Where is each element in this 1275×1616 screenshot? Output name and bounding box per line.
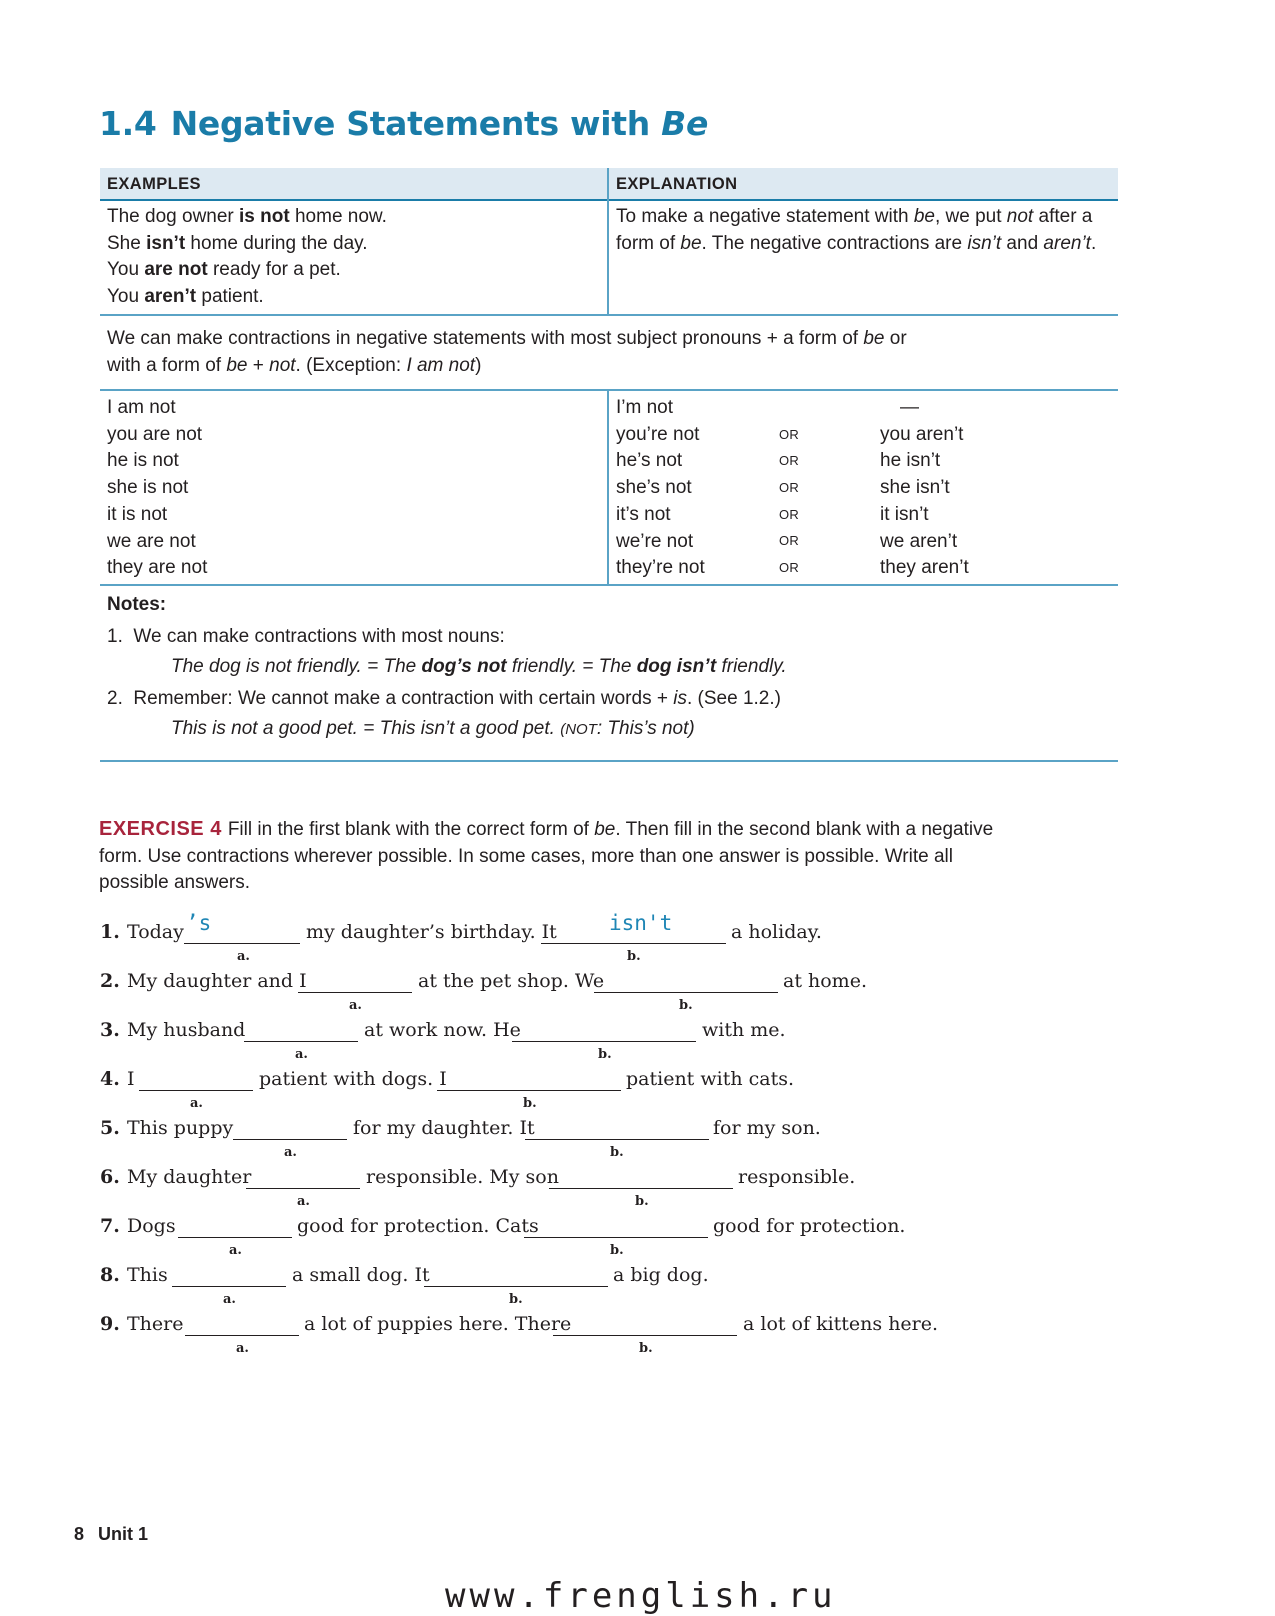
blank-label-b: b.: [610, 1243, 624, 1258]
or-label: OR: [779, 480, 800, 496]
item-text: a holiday.: [731, 921, 822, 943]
item-text: Today: [127, 921, 184, 943]
example-bold: aren’t: [144, 286, 197, 308]
contraction-two: they aren’t: [880, 557, 969, 579]
table-rule: [100, 760, 1118, 762]
full-forms-column: [107, 395, 207, 582]
answer-blank-a[interactable]: [185, 1335, 299, 1336]
note-line: with a form of be + not. (Exception: I am not): [107, 354, 482, 376]
item-text: good for protection.: [713, 1215, 906, 1237]
example-text: You: [107, 286, 145, 308]
explanation-text: [616, 204, 1096, 257]
column-divider: [607, 390, 609, 585]
item-text: at home.: [783, 970, 867, 992]
full-form: she is not: [107, 477, 189, 499]
item-text: a lot of puppies here. There: [304, 1313, 572, 1335]
item-text: with me.: [702, 1019, 786, 1041]
item-number: 1.: [100, 921, 120, 943]
item-number: 2.: [100, 970, 120, 992]
item-text: my daughter’s birthday. It: [306, 921, 557, 943]
blank-label-a: a.: [297, 1194, 310, 1209]
item-text: at work now. He: [364, 1019, 521, 1041]
example-bold: is not: [239, 206, 290, 227]
note-text: We can make contractions with most nouns:: [133, 626, 505, 647]
item-text: responsible. My son: [366, 1166, 559, 1188]
item-number: 3.: [100, 1019, 120, 1041]
item-text: Dogs: [127, 1215, 176, 1237]
contraction-one-column: [616, 395, 705, 582]
blank-label-b: b.: [523, 1096, 537, 1111]
or-label: OR: [779, 533, 800, 549]
full-form: they are not: [107, 557, 208, 579]
blank-label-a: a.: [349, 998, 362, 1013]
blank-label-a: a.: [295, 1047, 308, 1062]
note-1-example: The dog is not friendly. = The dog’s not friendly. = The dog isn’t friendly.: [171, 656, 787, 677]
contraction-one: you’re not: [616, 423, 700, 445]
note-2: 2. Remember: We cannot make a contraction with certain words + is. (See 1.2.): [107, 688, 781, 709]
or-label: OR: [779, 453, 800, 469]
blank-label-a: a.: [237, 949, 250, 964]
contraction-two-column: [880, 395, 969, 582]
contraction-two: you aren’t: [880, 423, 964, 445]
answer-blank-b[interactable]: [512, 1041, 696, 1042]
section-title: [99, 104, 708, 143]
explanation-line: form of be. The negative contractions are isn’t and aren’t.: [616, 232, 1097, 254]
blank-label-a: a.: [229, 1243, 242, 1258]
contraction-two: we aren’t: [880, 530, 958, 552]
example-text: You: [107, 259, 145, 281]
answer-blank-a[interactable]: [246, 1188, 360, 1189]
item-text: a small dog. It: [292, 1264, 430, 1286]
item-number: 7.: [100, 1215, 120, 1237]
example-text: home during the day.: [185, 232, 368, 254]
example-line: [107, 257, 387, 284]
blank-label-b: b.: [627, 949, 641, 964]
full-form: we are not: [107, 530, 196, 552]
or-label: OR: [779, 506, 800, 522]
example-bold: are not: [144, 259, 208, 281]
contraction-one: it’s not: [616, 503, 671, 525]
item-text: for my son.: [713, 1117, 821, 1139]
or-label: OR: [779, 560, 800, 576]
exercise-label: EXERCISE 4: [99, 818, 222, 840]
answer-blank-b[interactable]: [437, 1090, 621, 1091]
grammar-chart-header: [100, 168, 1118, 201]
answer-blank-a[interactable]: [139, 1090, 253, 1091]
column-divider: [607, 168, 609, 315]
full-form: I am not: [107, 397, 176, 418]
blank-label-b: b.: [639, 1341, 653, 1356]
blank-label-a: a.: [236, 1341, 249, 1356]
example-bold: isn’t: [146, 232, 186, 254]
contraction-one: I’m not: [616, 397, 674, 418]
full-form: you are not: [107, 423, 203, 445]
examples-list: [107, 204, 387, 311]
contraction-one: we’re not: [616, 530, 694, 552]
unit-label: Unit 1: [98, 1524, 149, 1544]
explanation-header: EXPLANATION: [616, 175, 738, 193]
example-text: patient.: [196, 286, 264, 308]
or-label: OR: [779, 426, 800, 442]
note-1: [107, 626, 505, 648]
contraction-two: it isn’t: [880, 503, 929, 525]
section-title-italic: Be: [661, 104, 709, 143]
watermark: www.frenglish.ru: [445, 1576, 837, 1616]
explanation-line: To make a negative statement with be, we put not after a: [616, 206, 1093, 227]
item-text: a big dog.: [613, 1264, 709, 1286]
item-text: There: [127, 1313, 184, 1335]
section-title-text: Negative Statements with: [170, 104, 650, 143]
table-rule: [100, 584, 1118, 586]
full-form: it is not: [107, 503, 168, 525]
full-form: he is not: [107, 450, 179, 472]
example-line: [107, 231, 387, 258]
blank-label-b: b.: [635, 1194, 649, 1209]
example-text: home now.: [289, 206, 387, 227]
answer-blank-a[interactable]: [244, 1041, 358, 1042]
item-text: patient with dogs. I: [259, 1068, 447, 1090]
item-text: at the pet shop. We: [418, 970, 605, 992]
contractions-note: [107, 326, 907, 379]
answer-blank-b[interactable]: [549, 1188, 733, 1189]
contraction-one: they’re not: [616, 557, 705, 579]
table-rule: [100, 314, 1118, 316]
note-number: 1.: [107, 626, 123, 647]
answer-blank-b[interactable]: [524, 1237, 708, 1238]
answer-blank-b[interactable]: [525, 1139, 709, 1140]
answer-blank-b[interactable]: [553, 1335, 737, 1336]
page-footer: [74, 1524, 148, 1545]
item-text: I: [127, 1068, 135, 1090]
item-text: My daughter: [127, 1166, 252, 1188]
answer-blank-a[interactable]: [178, 1237, 292, 1238]
item-number: 4.: [100, 1068, 120, 1090]
blank-label-b: b.: [679, 998, 693, 1013]
answer-blank-a[interactable]: [172, 1286, 286, 1287]
section-number: 1.4: [99, 104, 157, 143]
table-rule: [100, 389, 1118, 391]
note-line: We can make contractions in negative statements with most subject pronouns + a form of be or: [107, 328, 907, 349]
or-label: [779, 395, 799, 422]
notes-title: Notes:: [107, 594, 167, 615]
answer-blank-a[interactable]: [298, 992, 412, 993]
item-number: 9.: [100, 1313, 120, 1335]
item-text: My daughter and I: [127, 970, 307, 992]
item-number: 6.: [100, 1166, 120, 1188]
item-number: 8.: [100, 1264, 120, 1286]
page-number: 8: [74, 1524, 85, 1544]
contraction-one: she’s not: [616, 477, 692, 499]
item-text: for my daughter. It: [353, 1117, 535, 1139]
item-text: My husband: [127, 1019, 246, 1041]
note-2-example: This is not a good pet. = This isn’t a good pet. (NOT: This’s not): [171, 718, 695, 739]
contraction-one: he’s not: [616, 450, 683, 472]
example-text: ready for a pet.: [207, 259, 341, 281]
example-text: The dog owner: [107, 206, 240, 227]
contraction-two: —: [900, 397, 919, 418]
item-text: good for protection. Cats: [297, 1215, 539, 1237]
note-number: 2.: [107, 688, 123, 709]
blank-label-a: a.: [223, 1292, 236, 1307]
item-text: a lot of kittens here.: [743, 1313, 939, 1335]
example-line: [107, 204, 387, 231]
example-line: [107, 284, 387, 311]
contraction-two: she isn’t: [880, 477, 950, 499]
blank-label-b: b.: [610, 1145, 624, 1160]
or-column: [779, 395, 799, 582]
item-text: patient with cats.: [626, 1068, 795, 1090]
item-text: This: [127, 1264, 168, 1286]
exercise-instructions: EXERCISE 4 Fill in the first blank with the correct form of be. Then fill in the second blank with a negative form. Use contractions wherever possible. In some cases, more than one answer is possible. Write all possible answers.: [99, 818, 994, 894]
answer-blank-a[interactable]: [233, 1139, 347, 1140]
answer-blank-b[interactable]: [594, 992, 778, 993]
answer-blank-a[interactable]: [184, 943, 300, 944]
contraction-two: he isn’t: [880, 450, 941, 472]
answer-blank-b[interactable]: [424, 1286, 608, 1287]
example-text: She: [107, 232, 147, 254]
answer-blank-b[interactable]: [541, 943, 726, 944]
handwritten-answer: isn't: [609, 911, 673, 935]
item-number: 5.: [100, 1117, 120, 1139]
blank-label-a: a.: [190, 1096, 203, 1111]
blank-label-a: a.: [284, 1145, 297, 1160]
handwritten-answer: ’s: [186, 911, 212, 935]
examples-header: EXAMPLES: [107, 175, 201, 193]
blank-label-b: b.: [598, 1047, 612, 1062]
item-text: This puppy: [127, 1117, 234, 1139]
blank-label-b: b.: [509, 1292, 523, 1307]
item-text: responsible.: [738, 1166, 856, 1188]
